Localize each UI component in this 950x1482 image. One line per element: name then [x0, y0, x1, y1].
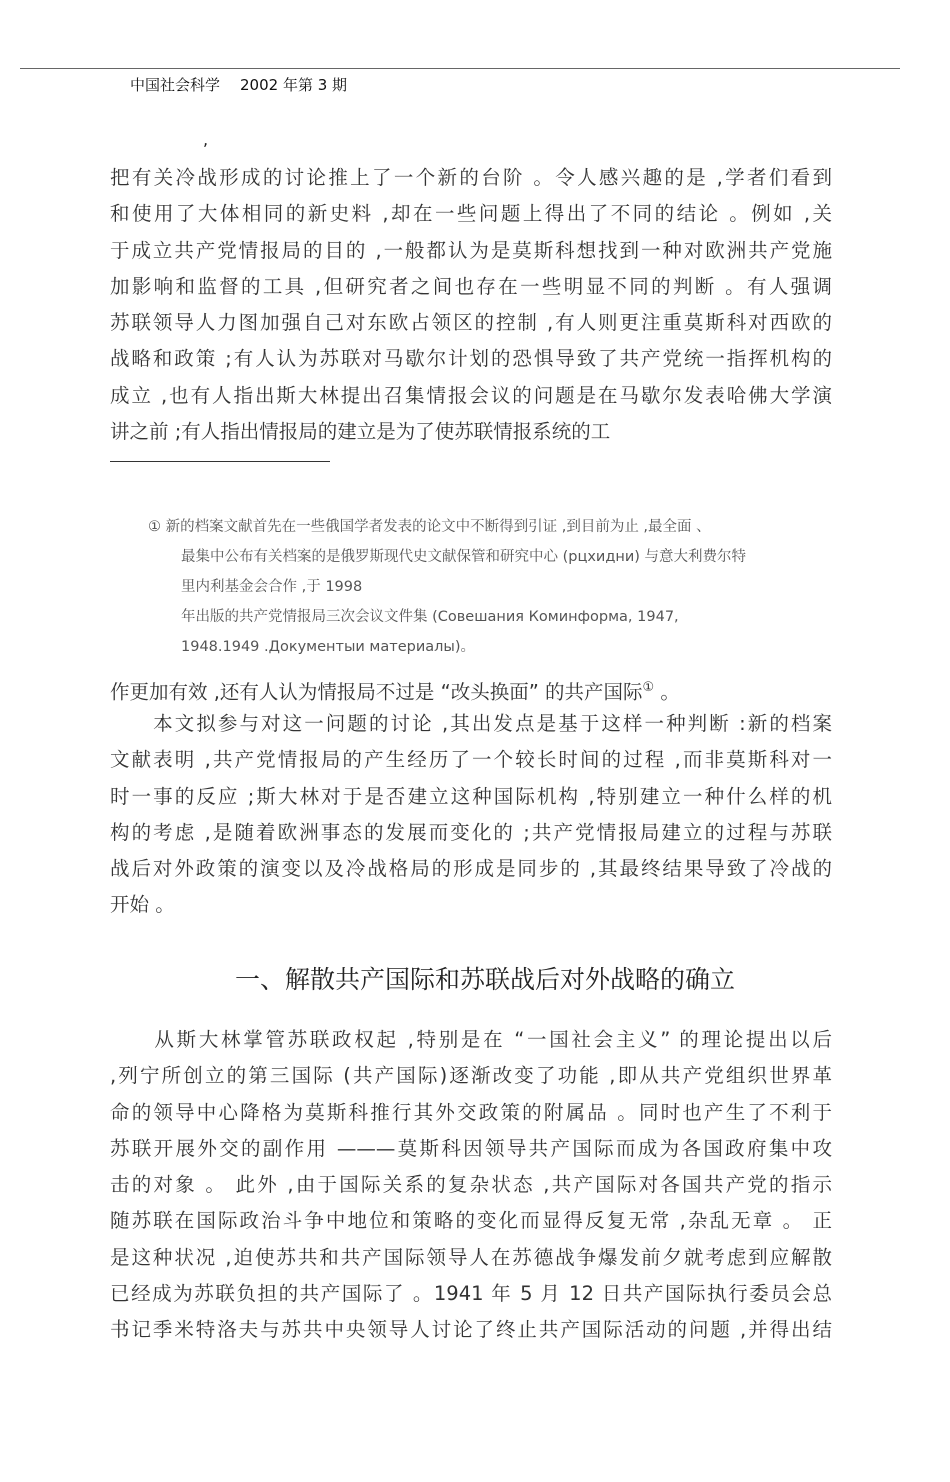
- footnote-ref[interactable]: ①: [642, 680, 655, 695]
- text-line: 加影响和监督的工具 ,但研究者之间也存在一些明显不同的判断 。有人强调: [110, 274, 832, 298]
- footnote-line: 最集中公布有关档案的是俄罗斯现代史文献保管和研究中心 (рцхидни) 与意大利费尔特: [181, 549, 747, 565]
- text-line: 于成立共产党情报局的目的 ,一般都认为是莫斯科想找到一种对欧洲共产党施: [110, 238, 832, 262]
- text-line: 随苏联在国际政治斗争中地位和策略的变化而显得反复无常 ,杂乱无章 。 正: [110, 1209, 832, 1233]
- text-line: 成立 ,也有人指出斯大林提出召集情报会议的问题是在马歇尔发表哈佛大学演: [110, 383, 832, 407]
- text-line: [110, 670, 832, 706]
- text-line: 苏联开展外交的副作用 ———莫斯科因领导共产国际而成为各国政府集中攻: [110, 1136, 832, 1160]
- text-line: 击的对象 。 此外 ,由于国际关系的复杂状态 ,共产国际对各国共产党的指示: [110, 1173, 832, 1197]
- text-line: 开始 。: [110, 893, 175, 917]
- paragraph-4: [110, 1022, 832, 1349]
- header-rule: [20, 68, 900, 69]
- text-line: 文献表明 ,共产党情报局的产生经历了一个较长时间的过程 ,而非莫斯科对一: [110, 748, 832, 772]
- footnote: [148, 512, 848, 662]
- paragraph-2: [110, 670, 832, 706]
- footnote-line: 年出版的共产党情报局三次会议文件集 (Совешания Коминформа, 1947,: [181, 609, 679, 625]
- issue-label: 2002 年第 3 期: [240, 76, 348, 94]
- text-line: 从斯大林掌管苏联政权起 ,特别是在 “一国社会主义” 的理论提出以后: [110, 1028, 832, 1051]
- text-line: 书记季米特洛夫与苏共中央领导人讨论了终止共产国际活动的问题 ,并得出结: [110, 1318, 832, 1342]
- footnote-line: 新的档案文献首先在一些俄国学者发表的论文中不断得到引证 ,到目前为止 ,最全面 、: [165, 519, 711, 535]
- text-span: 作更加有效 ,还有人认为情报局不过是 “改头换面” 的共产国际: [110, 680, 643, 704]
- text-line: 战后对外政策的演变以及冷战格局的形成是同步的 ,其最终结果导致了冷战的: [110, 857, 832, 881]
- text-line: 是这种状况 ,迫使苏共和共产国际领导人在苏德战争爆发前夕就考虑到应解散: [110, 1245, 832, 1269]
- footnote-marker: ①: [148, 519, 161, 535]
- paragraph-3: [110, 706, 832, 924]
- text-line: 已经成为苏联负担的共产国际了 。1941 年 5 月 12 日共产国际执行委员会总: [110, 1282, 832, 1306]
- stray-mark: ,: [203, 130, 209, 149]
- text-line: 命的领导中心降格为莫斯科推行其外交政策的附属品 。同时也产生了不利于: [110, 1100, 832, 1124]
- footnote-line: 1948.1949 .Документыи материалы)。: [181, 639, 476, 655]
- text-line: 和使用了大体相同的新史料 ,却在一些问题上得出了不同的结论 。例如 ,关: [110, 202, 832, 226]
- running-header: [130, 74, 367, 95]
- text-line: ,列宁所创立的第三国际 (共产国际)逐渐改变了功能 ,即从共产党组织世界革: [110, 1064, 832, 1088]
- section-heading: 一、解散共产国际和苏联战后对外战略的确立: [234, 965, 735, 994]
- text-line: 讲之前 ;有人指出情报局的建立是为了使苏联情报系统的工: [110, 420, 611, 444]
- text-span: 。: [654, 680, 680, 704]
- text-line: 把有关冷战形成的讨论推上了一个新的台阶 。令人感兴趣的是 ,学者们看到: [110, 166, 832, 189]
- footnote-line: 里内利基金会合作 ,于 1998: [181, 579, 363, 595]
- text-line: 苏联领导人力图加强自己对东欧占领区的控制 ,有人则更注重莫斯科对西欧的: [110, 311, 832, 335]
- footnote-rule: [110, 461, 330, 462]
- journal-name: 中国社会科学: [130, 76, 221, 94]
- paragraph-1: [110, 160, 832, 450]
- text-line: 时一事的反应 ;斯大林对于是否建立这种国际机构 ,特别建立一种什么样的机: [110, 784, 832, 808]
- text-line: 本文拟参与对这一问题的讨论 ,其出发点是基于这样一种判断 :新的档案: [110, 712, 832, 735]
- text-line: 战略和政策 ;有人认为苏联对马歇尔计划的恐惧导致了共产党统一指挥机构的: [110, 347, 832, 371]
- text-line: 构的考虑 ,是随着欧洲事态的发展而变化的 ;共产党情报局建立的过程与苏联: [110, 820, 832, 844]
